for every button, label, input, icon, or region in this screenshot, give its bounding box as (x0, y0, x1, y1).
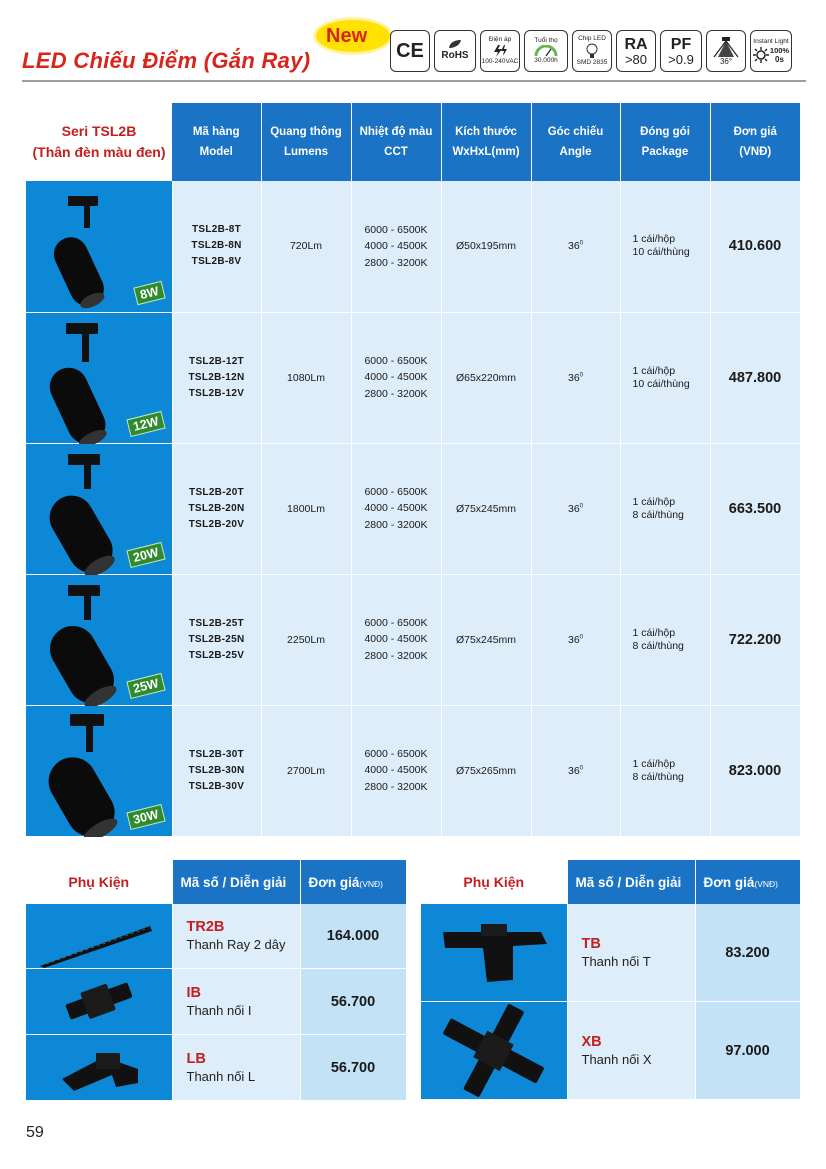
accessory-desc: LB Thanh nối L (172, 1035, 300, 1101)
header-price: Đơn giá(VNĐ) (300, 860, 406, 904)
cct-values: 6000 - 6500K 4000 - 4500K 2800 - 3200K (351, 705, 441, 836)
header-size: Kích thước WxHxL(mm) (441, 103, 531, 181)
product-image-cell (26, 574, 172, 705)
lightning-icon (491, 44, 509, 58)
header-code: Mã số / Diễn giải (172, 860, 300, 904)
sun-icon (753, 47, 769, 63)
cct-values: 6000 - 6500K 4000 - 4500K 2800 - 3200K (351, 574, 441, 705)
instant-light-badge: Instant Light 100% 0s (750, 30, 792, 72)
header-cct: Nhiệt độ màu CCT (351, 103, 441, 181)
lumens-value: 720Lm (261, 181, 351, 312)
series-label: Seri TSL2B (Thân đèn màu đen) (26, 103, 172, 181)
ra-badge: RA >80 (616, 30, 656, 72)
leaf-icon (447, 39, 463, 49)
accessories-header-row (26, 860, 406, 904)
size-value: Ø50x195mm (441, 181, 531, 312)
bulb-icon (586, 43, 598, 59)
track-rail-icon (26, 904, 172, 968)
gauge-icon (533, 45, 559, 57)
new-badge: New (316, 18, 390, 54)
table-row (26, 443, 800, 574)
cct-values: 6000 - 6500K 4000 - 4500K 2800 - 3200K (351, 443, 441, 574)
wattage-label: 12W (126, 410, 165, 436)
header-price: Đơn giá (VNĐ) (710, 103, 800, 181)
lifetime-badge: Tuổi thọ 30.000h (524, 30, 568, 72)
accessory-desc: IB Thanh nối I (172, 969, 300, 1035)
accessory-price: 83.200 (695, 904, 800, 1002)
model-codes: TSL2B-8T TSL2B-8N TSL2B-8V (172, 181, 261, 312)
lumens-value: 2700Lm (261, 705, 351, 836)
l-connector-icon (26, 1035, 172, 1100)
unit-price: 722.200 (710, 574, 800, 705)
package-info: 1 cái/hộp 10 cái/thùng (620, 312, 710, 443)
accessories-header-row (421, 860, 800, 904)
list-item (26, 969, 406, 1035)
product-image-cell (26, 443, 172, 574)
accessories-table-right (421, 860, 801, 1100)
accessory-image-cell (26, 969, 172, 1035)
wattage-label: 25W (126, 672, 165, 698)
certification-badges (390, 30, 792, 72)
voltage-badge: Điện áp 100-240VAC (480, 30, 520, 72)
header-package: Đóng gói Package (620, 103, 710, 181)
table-row (26, 574, 800, 705)
model-codes: TSL2B-30T TSL2B-30N TSL2B-30V (172, 705, 261, 836)
accessory-price: 164.000 (300, 904, 406, 969)
header-price: Đơn giá(VNĐ) (695, 860, 800, 904)
i-connector-icon (26, 969, 172, 1034)
size-value: Ø75x245mm (441, 574, 531, 705)
cct-values: 6000 - 6500K 4000 - 4500K 2800 - 3200K (351, 181, 441, 312)
accessory-image-cell (26, 904, 172, 969)
angle-value: $36^0$ (531, 181, 620, 312)
model-codes: TSL2B-12T TSL2B-12N TSL2B-12V (172, 312, 261, 443)
unit-price: 823.000 (710, 705, 800, 836)
list-item (421, 904, 800, 1002)
table-row (26, 705, 800, 836)
product-image-cell (26, 705, 172, 836)
beam-angle-badge: 36° (706, 30, 746, 72)
page-title: LED Chiếu Điểm (Gắn Ray) (22, 48, 311, 73)
angle-value: $36^0$ (531, 574, 620, 705)
list-item (26, 904, 406, 969)
angle-value: $36^0$ (531, 312, 620, 443)
accessories-heading: Phụ Kiện (26, 860, 172, 904)
rohs-badge: RoHS (434, 30, 476, 72)
table-row (26, 312, 800, 443)
unit-price: 410.600 (710, 181, 800, 312)
size-value: Ø75x245mm (441, 443, 531, 574)
package-info: 1 cái/hộp 8 cái/thùng (620, 443, 710, 574)
header-model: Mã hàng Model (172, 103, 261, 181)
list-item (26, 1035, 406, 1101)
ce-badge: CE (390, 30, 430, 72)
wattage-label: 8W (133, 280, 165, 304)
model-codes: TSL2B-25T TSL2B-25N TSL2B-25V (172, 574, 261, 705)
cct-values: 6000 - 6500K 4000 - 4500K 2800 - 3200K (351, 312, 441, 443)
size-value: Ø65x220mm (441, 312, 531, 443)
accessory-desc: XB Thanh nối X (567, 1002, 695, 1100)
package-info: 1 cái/hộp 8 cái/thùng (620, 574, 710, 705)
accessory-price: 56.700 (300, 1035, 406, 1101)
wattage-label: 20W (126, 541, 165, 567)
header-code: Mã số / Diễn giải (567, 860, 695, 904)
accessory-desc: TR2B Thanh Ray 2 dây (172, 904, 300, 969)
product-image-cell (26, 312, 172, 443)
table-row (26, 181, 800, 312)
beam-angle-icon (711, 36, 741, 58)
header-lumens: Quang thông Lumens (261, 103, 351, 181)
table-header-row (26, 103, 800, 181)
pf-badge: PF >0.9 (660, 30, 702, 72)
accessory-desc: TB Thanh nối T (567, 904, 695, 1002)
product-table (26, 103, 801, 837)
x-connector-icon (421, 1002, 567, 1099)
header-angle: Góc chiếu Angle (531, 103, 620, 181)
angle-value: $36^0$ (531, 705, 620, 836)
page-number: 59 (26, 1124, 44, 1141)
accessory-image-cell (26, 1035, 172, 1101)
list-item (421, 1002, 800, 1100)
accessory-price: 97.000 (695, 1002, 800, 1100)
product-image-cell (26, 181, 172, 312)
angle-value: $36^0$ (531, 443, 620, 574)
chip-led-badge: Chip LED SMD 2835 (572, 30, 612, 72)
header-divider (22, 80, 806, 82)
accessory-image-cell (421, 1002, 567, 1100)
model-codes: TSL2B-20T TSL2B-20N TSL2B-20V (172, 443, 261, 574)
lumens-value: 1800Lm (261, 443, 351, 574)
lumens-value: 2250Lm (261, 574, 351, 705)
wattage-label: 30W (126, 803, 165, 829)
accessory-image-cell (421, 904, 567, 1002)
accessories-table-left (26, 860, 407, 1101)
lumens-value: 1080Lm (261, 312, 351, 443)
unit-price: 487.800 (710, 312, 800, 443)
t-connector-icon (421, 904, 567, 1001)
size-value: Ø75x265mm (441, 705, 531, 836)
package-info: 1 cái/hộp 8 cái/thùng (620, 705, 710, 836)
unit-price: 663.500 (710, 443, 800, 574)
package-info: 1 cái/hộp 10 cái/thùng (620, 181, 710, 312)
accessories-heading: Phụ Kiện (421, 860, 567, 904)
accessory-price: 56.700 (300, 969, 406, 1035)
